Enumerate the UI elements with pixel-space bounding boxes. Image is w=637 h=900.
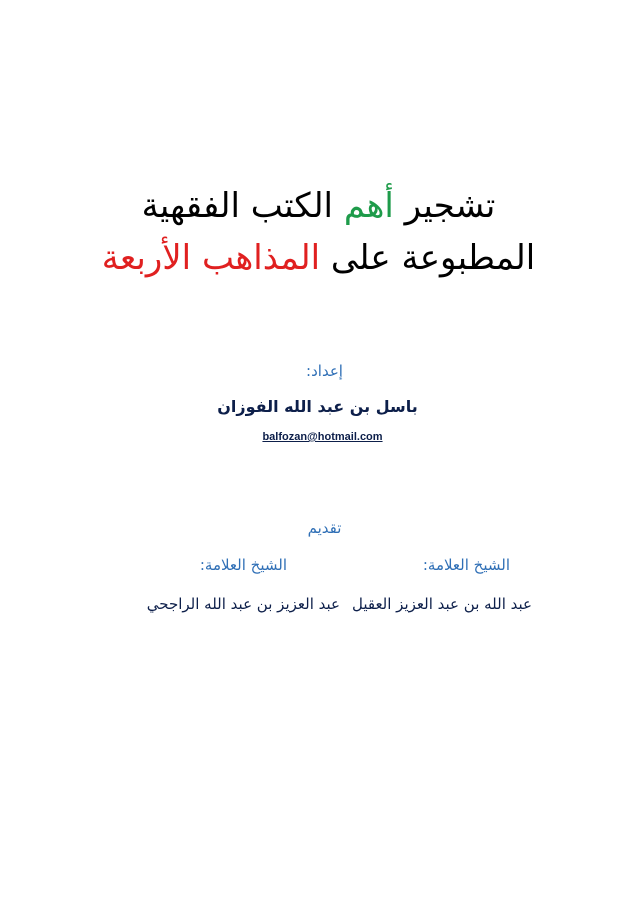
introduction-label: تقديم: [307, 519, 342, 537]
preparation-label: إعداد:: [306, 362, 343, 380]
author-name: باسل بن عبد الله الفوزان: [217, 397, 418, 416]
sheikh-2-title: الشيخ العلامة:: [199, 556, 287, 574]
title-line-2-part-1: المطبوعة على: [320, 238, 536, 278]
author-email-link[interactable]: balfozan@hotmail.com: [262, 431, 383, 443]
sheikh-2-name: عبد العزيز بن عبد الله الراجحي: [146, 595, 340, 613]
sheikh-1-name: عبد الله بن عبد العزيز العقيل: [351, 595, 532, 613]
sheikh-1-title: الشيخ العلامة:: [422, 556, 510, 574]
title-line-1-part-1: تشجير: [393, 186, 496, 226]
title-line-1-part-3: الكتب الفقهية: [141, 186, 344, 226]
title-line-2-accent: المذاهب الأربعة: [101, 238, 321, 278]
title-line-1: [0, 186, 637, 226]
title-line-1-accent: أهم: [343, 186, 394, 226]
title-line-2: [0, 238, 637, 278]
